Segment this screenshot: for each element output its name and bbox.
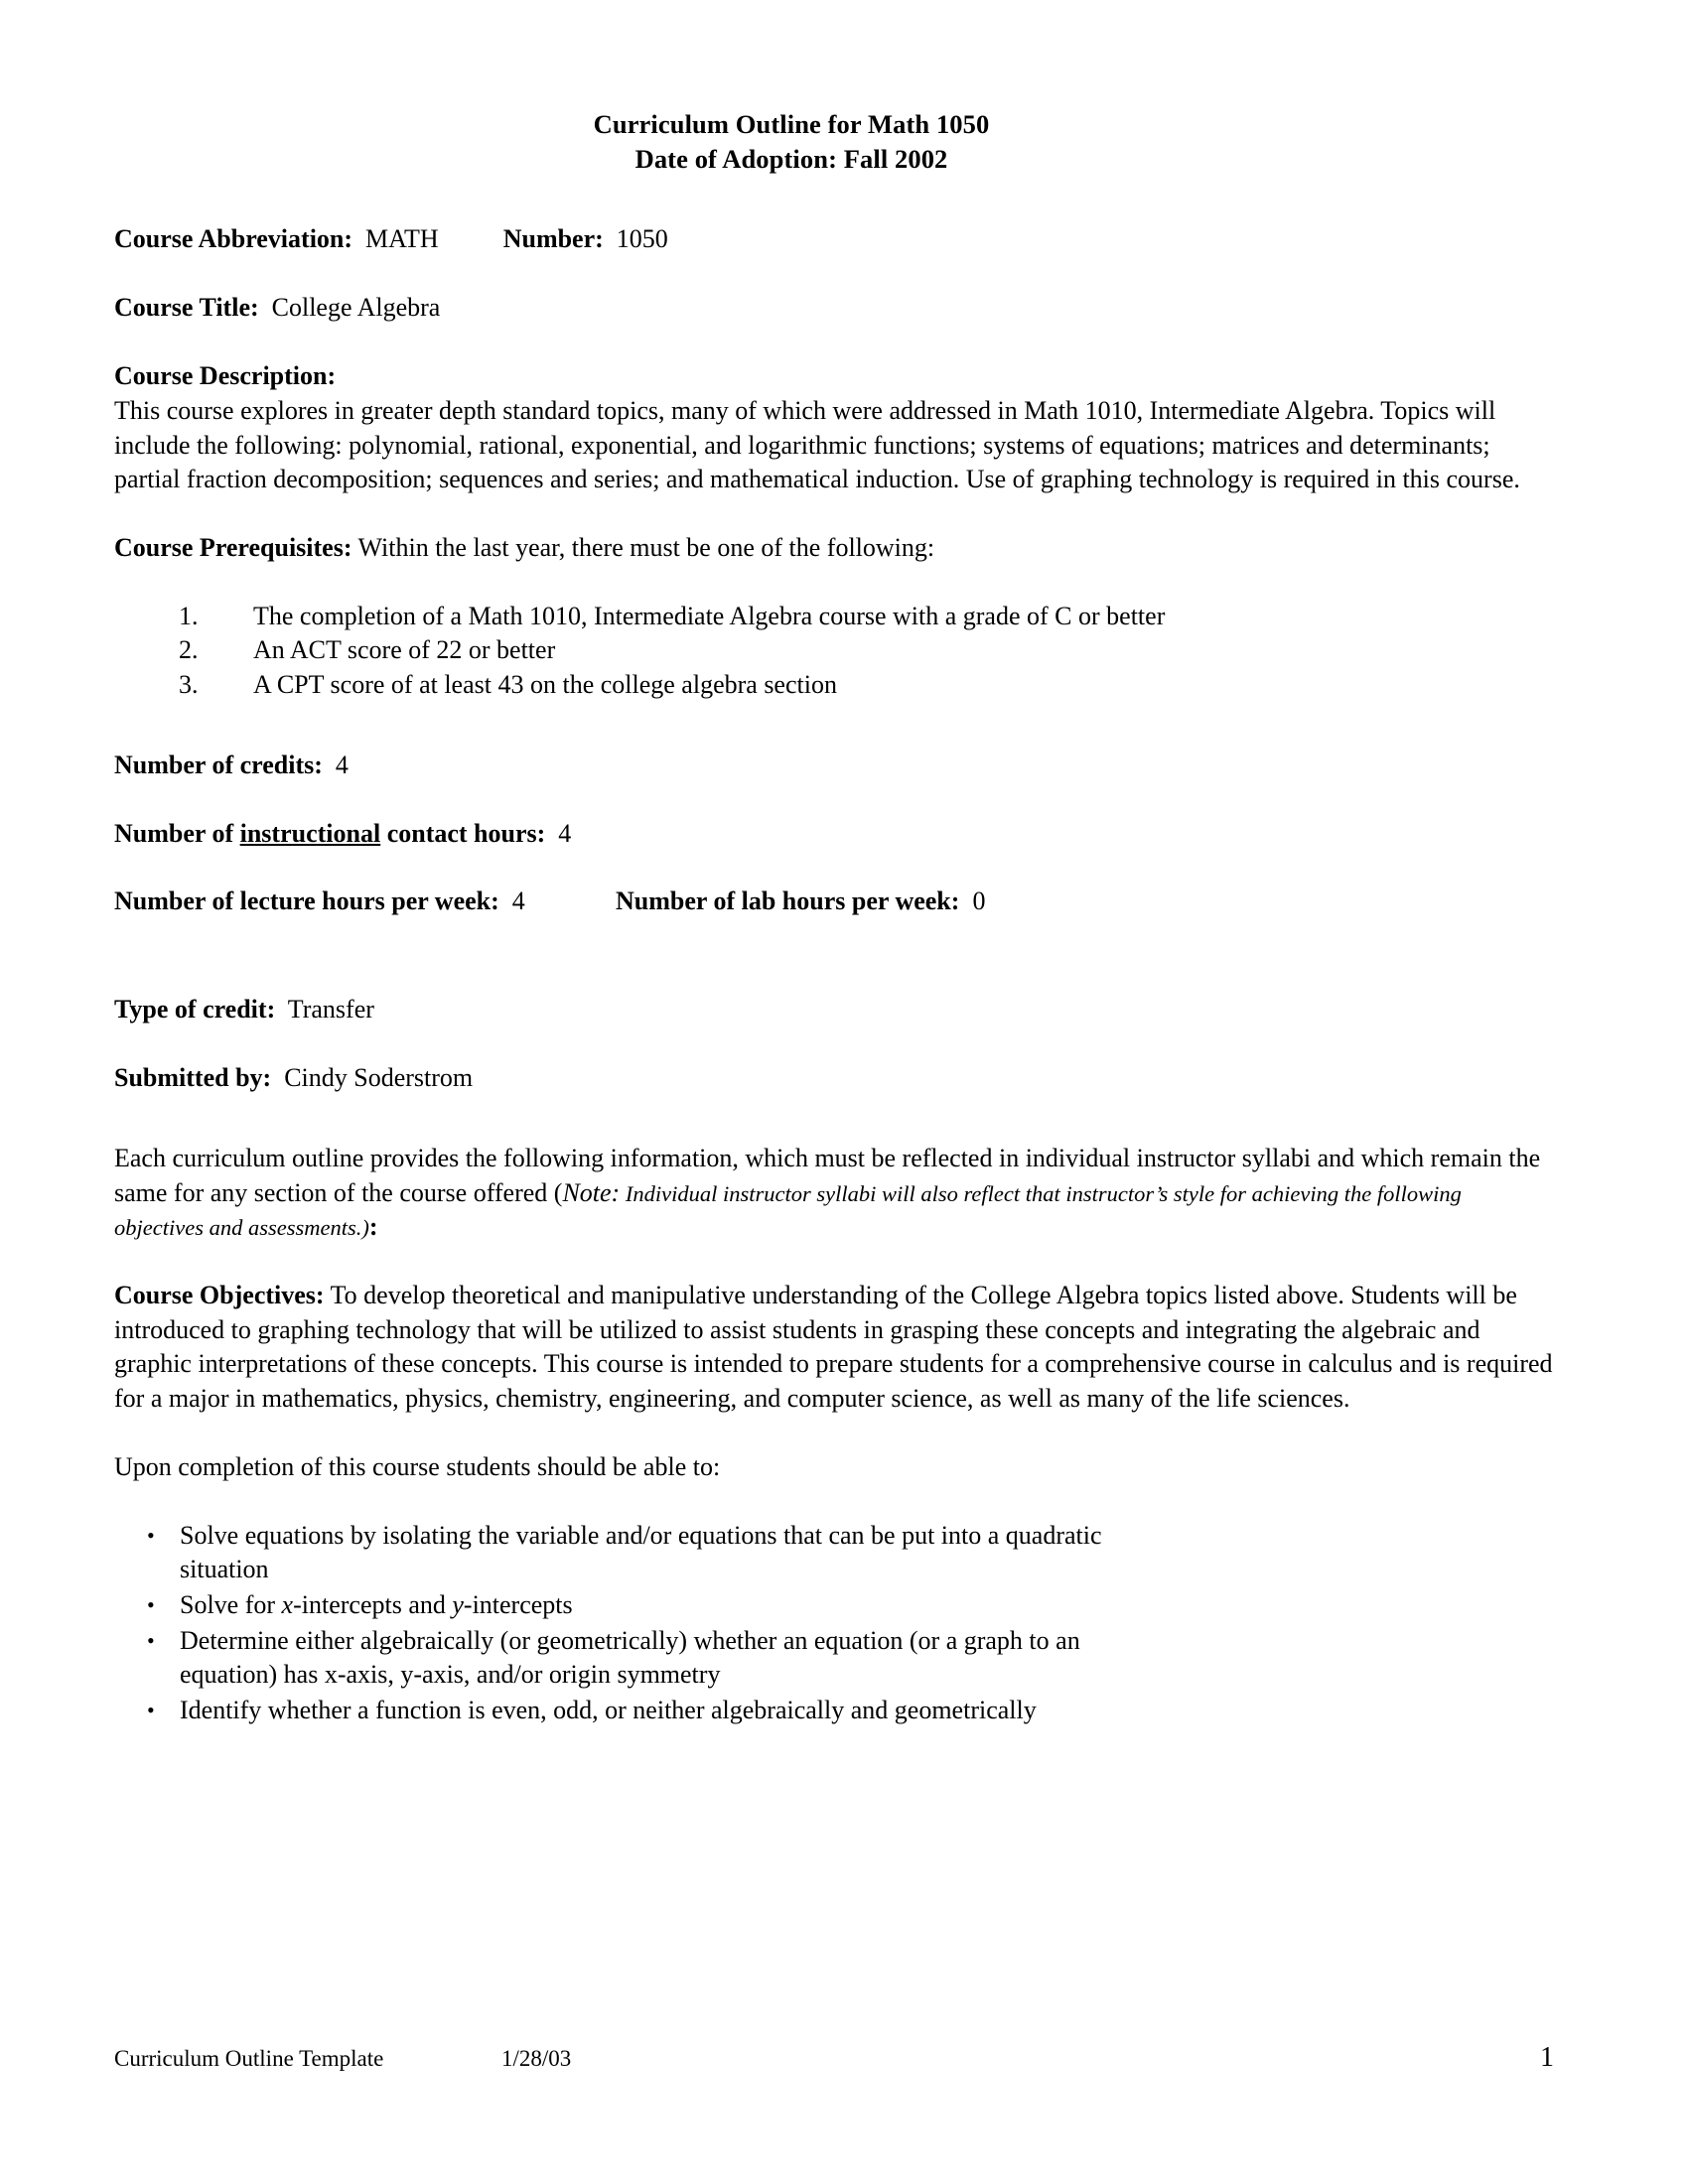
course-prerequisites-intro: Within the last year, there must be one of the following:: [352, 532, 935, 562]
list-item: [114, 633, 1554, 668]
title-line-1: Curriculum Outline for Math 1050: [593, 109, 990, 139]
course-objectives-paragraph: [114, 1279, 1554, 1417]
course-prerequisites-line: [114, 531, 1554, 566]
list-item: [114, 1624, 1554, 1693]
bullet-icon: •: [147, 1591, 155, 1617]
type-of-credit-label: Type of credit:: [114, 995, 276, 1024]
note-colon: :: [368, 1212, 378, 1242]
submitted-by-row: [114, 1061, 1554, 1096]
document-body: [114, 107, 1554, 1729]
course-number-label: Number:: [502, 224, 604, 254]
lecture-hours-gap: [499, 887, 512, 915]
course-title-label: Course Title:: [114, 293, 259, 323]
number-of-credits-label: Number of credits:: [114, 750, 323, 779]
course-number-gap: [604, 224, 617, 253]
page-footer: [114, 2040, 1554, 2076]
list-item-label: Determine either algebraically (or geometrically) whether an equation (or a graph to an equation) has x-axis, y-axis, and/or origin symmetry: [180, 1625, 1080, 1690]
list-item-number: 1.: [179, 601, 199, 630]
submitted-by-value: Cindy Soderstrom: [284, 1063, 474, 1093]
course-abbreviation-value-text: MATH: [365, 224, 439, 254]
course-abbreviation-row: [114, 222, 1554, 257]
submitted-by-label: Submitted by:: [114, 1063, 272, 1093]
list-item-label: Solve equations by isolating the variable and/or equations that can be put into a quadratic situation: [180, 1520, 1102, 1584]
lecture-hours-label: Number of lecture hours per week:: [114, 887, 499, 916]
type-of-credit-value: Transfer: [287, 995, 374, 1024]
number-of-credits-value: 4: [335, 750, 349, 779]
course-number-value: 1050: [616, 224, 668, 254]
contact-hours-prefix: Number of: [114, 818, 240, 848]
contact-hours-value: 4: [558, 818, 572, 848]
lecture-hours-group: [114, 885, 616, 919]
course-objectives-text: To develop theoretical and manipulative understanding of the College Algebra topics listed above. Students will be introduced to graphing technology that will be utilized to assist students in grasping these concepts and integrating the algebraic and graphic interpretations of these concepts. This course is intended to prepare students for a comprehensive course in calculus and is required for a major in mathematics, physics, chemistry, engineering, and computer science, as well as many of the life sciences.: [114, 1281, 1553, 1414]
list-item-number: 2.: [179, 635, 199, 665]
footer-page-number: 1: [1540, 2042, 1554, 2073]
list-item: [114, 1694, 1554, 1728]
course-title-gap: [259, 293, 272, 322]
upon-completion-line: Upon completion of this course students should be able to:: [114, 1451, 721, 1481]
page-title: [114, 107, 1554, 177]
lab-hours-value: 0: [972, 887, 986, 916]
footer-template-name: Curriculum Outline Template: [114, 2046, 384, 2071]
type-of-credit-gap: [275, 995, 288, 1024]
course-abbreviation-label: Course Abbreviation:: [114, 224, 353, 254]
field-spacer: [439, 224, 503, 253]
intercepts-prefix: Solve for: [180, 1589, 282, 1619]
bullet-icon: •: [147, 1522, 155, 1548]
course-description-text: This course explores in greater depth standard topics, many of which were addressed in Math 1010, Intermediate Algebra. Topics will include the following: polynomial, rational, exponential, and logarithmic functions; systems of equations; matrices and determinants; partial fraction decomposition; sequences and series; and mathematical induction. Use of graphing technology is required in this course.: [114, 395, 1520, 494]
hours-per-week-row: [114, 885, 1554, 919]
course-title-row: [114, 291, 1554, 326]
course-title-value: College Algebra: [271, 293, 441, 323]
number-of-credits-row: [114, 749, 1554, 783]
prerequisites-list: [114, 600, 1554, 703]
intercepts-suffix: -intercepts: [463, 1589, 573, 1619]
course-objectives-label: Course Objectives:: [114, 1281, 325, 1309]
contact-hours-gap: [545, 819, 558, 848]
list-item-label: An ACT score of 22 or better: [253, 635, 556, 665]
note-paragraph: [114, 1142, 1554, 1245]
lab-hours-gap: [959, 887, 972, 915]
note-word: Note:: [562, 1177, 621, 1207]
list-item-label: Identify whether a function is even, odd, or neither algebraically and geometrically: [180, 1696, 1037, 1725]
submitted-by-gap: [271, 1063, 284, 1092]
lecture-hours-value: 4: [511, 887, 525, 916]
contact-hours-row: [114, 817, 1554, 852]
type-of-credit-row: [114, 993, 1554, 1027]
list-item: [114, 1588, 1554, 1623]
course-description-heading-text: Course Description:: [114, 361, 337, 391]
list-item-label: The completion of a Math 1010, Intermediate Algebra course with a grade of C or better: [253, 601, 1166, 630]
bullet-icon: •: [147, 1698, 155, 1723]
list-item-label: [180, 1588, 1178, 1623]
note-text-before: Each curriculum outline provides the following information, which must be reflected in individual instructor syllabi and which remain the same for any section of the course offered (: [114, 1143, 1541, 1207]
list-item-number: 3.: [179, 670, 199, 700]
list-item: [114, 1519, 1554, 1587]
course-prerequisites-label: Course Prerequisites:: [114, 532, 352, 562]
contact-hours-suffix: contact hours:: [380, 818, 546, 848]
bullet-icon: •: [147, 1627, 155, 1653]
list-item: [114, 668, 1554, 703]
course-abbreviation-value: [352, 224, 365, 253]
list-item: [114, 600, 1554, 634]
title-line-2: Date of Adoption: Fall 2002: [634, 144, 948, 175]
note-italic-text: Individual instructor syllabi will also reflect that instructor’s style for achieving the following objectives and assessments.): [114, 1180, 1462, 1241]
contact-hours-underlined-word: instructional: [239, 818, 381, 848]
italic-y-variable: y: [452, 1589, 464, 1619]
lab-hours-label: Number of lab hours per week:: [616, 887, 960, 916]
intercepts-mid: -intercepts and: [293, 1589, 453, 1619]
lab-hours-group: [616, 885, 985, 919]
objectives-list: [114, 1519, 1554, 1728]
footer-date: 1/28/03: [501, 2046, 572, 2071]
italic-x-variable: x: [281, 1589, 294, 1619]
course-description-heading: [114, 359, 1554, 394]
list-item-label: A CPT score of at least 43 on the college algebra section: [253, 670, 837, 700]
credits-gap: [323, 751, 336, 779]
